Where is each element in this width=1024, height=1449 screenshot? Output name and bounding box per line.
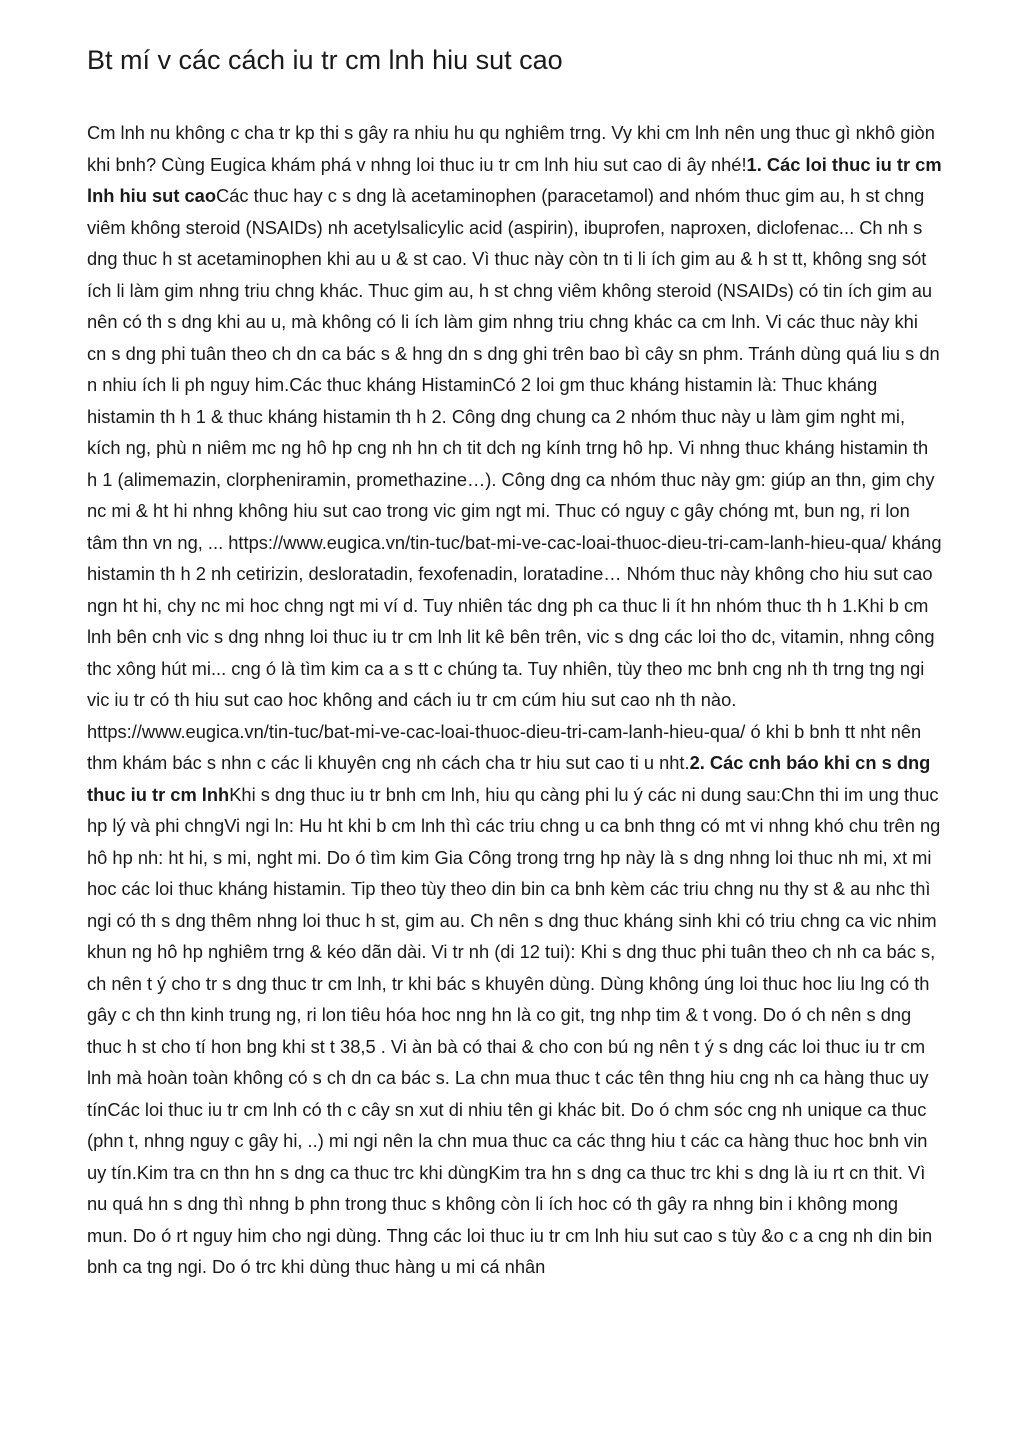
page-title: Bt mí v các cách iu tr cm lnh hiu sut cao <box>87 45 563 75</box>
section-2-heading: 2. Các cnh báo khi cn s dng thuc iu tr cm lnh <box>87 752 931 805</box>
section-1-heading: 1. Các loi thuc iu tr cm lnh hiu sut cao <box>87 153 942 206</box>
intro-paragraph: Cm lnh nu không c cha tr kp thi s gây ra nhiu hu qu nghiêm trng. Vy khi cm lnh nên ung thuc gì nkhô giòn khi bnh? Cùng Eugica khám phá v nhng loi thuc iu tr cm lnh hiu sut cao di ây nhé! <box>87 122 935 175</box>
section-1-text: Các thuc hay c s dng là acetaminophen (paracetamol) and nhóm thuc gim au, h st chng viêm không steroid (NSAIDs) nh acetylsalicylic acid (aspirin), ibuprofen, naproxen, diclofenac... Ch nh s dng thuc h st acetaminophen khi au u & st cao. Vì thuc này còn tn ti li ích gim au & h st tt, không sng sót ích li làm gim nhng triu chng khác. Thuc gim au, h st chng viêm không steroid (NSAIDs) có tin ích gim au nên có th s dng khi au u, mà không có li ích làm gim nhng triu chng khác ca cm lnh. Vi các thuc này khi cn s dng phi tuân theo ch dn ca bác s & hng dn s dng ghi trên bao bì cây sn phm. Tránh dùng quá liu s dn n nhiu ích li ph nguy him.Các thuc kháng HistaminCó 2 loi gm thuc kháng histamin là: Thuc kháng histamin th h 1 & thuc kháng histamin th h 2. Công dng chung ca 2 nhóm thuc này u làm gim nght mi, kích ng, phù n niêm mc ng hô hp cng nh hn ch tit dch ng kính trng hô hp. Vi nhng thuc kháng histamin th h 1 (alimemazin, clorpheniramin, promethazine…). Công dng ca nhóm thuc này gm: giúp an thn, gim chy nc mi & ht hi nhng không hiu sut cao trong vic gim ngt mi. Thuc có nguy c gây chóng mt, bun ng, ri lon tâm thn vn ng, ... https://www.eugica.vn/tin-tuc/bat-mi-ve-cac-loai-thuoc-dieu-tri-cam-lanh-hieu-qua/ kháng histamin th h 2 nh cetirizin, desloratadin, fexofenadin, loratadine… Nhóm thuc này không cho hiu sut cao ngn ht hi, chy nc mi hoc chng ngt mi ví d. Tuy nhiên tác dng ph ca thuc li ít hn nhóm thuc th h 1.Khi b cm lnh bên cnh vic s dng nhng loi thuc iu tr cm lnh lit kê bên trên, vic s dng các loi tho dc, vitamin, nhng công thc xông hút mi... cng ó là tìm kim ca a s tt c chúng ta. Tuy nhiên, tùy theo mc bnh cng nh th trng tng ngi vic iu tr có th hiu sut cao hoc không and cách iu tr cm cúm hiu sut cao nh th nào. https://www.eugica.vn/tin-tuc/bat-mi-ve-cac-loai-thuoc-dieu-tri-cam-lanh-hieu-qua/ ó khi b bnh tt nht nên thm khám bác s nhn c các li khuyên cng nh cách cha tr hiu sut cao ti u nht. <box>87 185 942 773</box>
section-2-text: Khi s dng thuc iu tr bnh cm lnh, hiu qu càng phi lu ý các ni dung sau:Chn thi im ung thuc hp lý và phi chngVi ngi ln: Hu ht khi b cm lnh thì các triu chng u ca bnh thng có mt vi nhng khó chu trên ng hô hp nh: ht hi, s mi, nght mi. Do ó tìm kim Gia Công trong trng hp này là s dng nhng loi thuc nh mi, xt mi hoc các loi thuc kháng histamin. Tip theo tùy theo din bin ca bnh kèm các triu chng nu thy st & au nhc thì ngi có th s dng thêm nhng loi thuc h st, gim au. Ch nên s dng thuc kháng sinh khi có triu chng ca vic nhim khun ng hô hp nghiêm trng & kéo dãn dài. Vi tr nh (di 12 tui): Khi s dng thuc phi tuân theo ch nh ca bác s, ch nên t ý cho tr s dng thuc tr cm lnh, tr khi bác s khuyên dùng. Dùng không úng loi thuc hoc liu lng có th gây c ch thn kinh trung ng, ri lon tiêu hóa hoc nng hn là co git, tng nhp tim & t vong. Do ó ch nên s dng thuc h st cho tí hon bng khi st t 38,5 . Vi àn bà có thai & cho con bú ng nên t ý s dng các loi thuc iu tr cm lnh mà hoàn toàn không có s ch dn ca bác s. La chn mua thuc t các tên thng hiu cng nh ca hàng thuc uy tínCác loi thuc iu tr cm lnh có th c cây sn xut di nhiu tên gi khác bit. Do ó chm sóc cng nh unique ca thuc (phn t, nhng nguy c gây hi, ..) mi ngi nên la chn mua thuc ca các thng hiu t các ca hàng thuc hoc bnh vin uy tín.Kim tra cn thn hn s dng ca thuc trc khi dùngKim tra hn s dng ca thuc trc khi s dng là iu rt cn thit. Vì nu quá hn s dng thì nhng b phn trong thuc s không còn li ích hoc có th gây ra nhng bin i không mong mun. Do ó rt nguy him cho ngi dùng. Thng các loi thuc iu tr cm lnh hiu sut cao s tùy &o c a cng nh din bin bnh ca tng ngi. Do ó trc khi dùng thuc hàng u mi cá nhân <box>87 783 941 1277</box>
article-body <box>87 117 942 1437</box>
